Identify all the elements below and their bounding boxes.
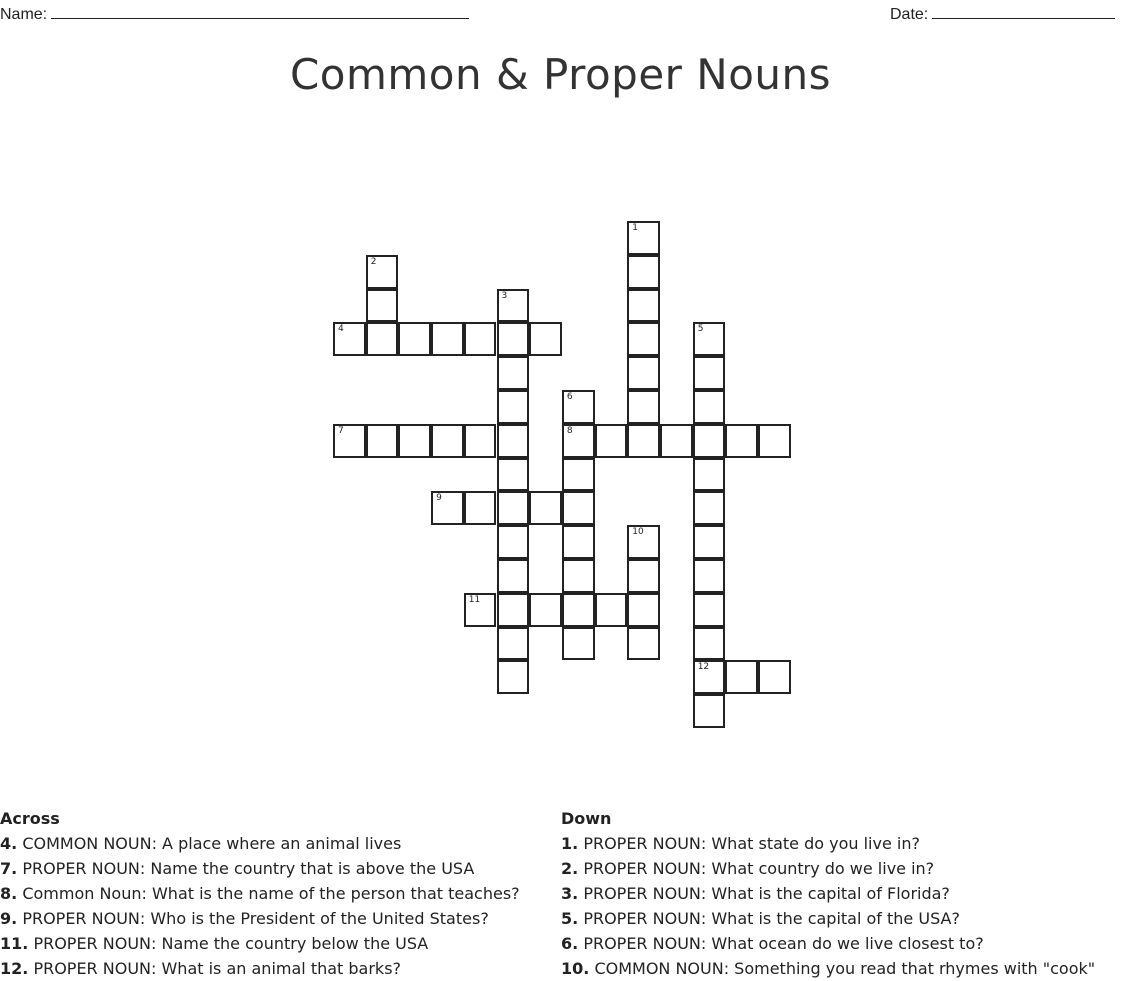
crossword-cell[interactable] bbox=[660, 424, 693, 458]
clue-list-item bbox=[0, 881, 520, 906]
crossword-cell[interactable] bbox=[497, 424, 530, 458]
crossword-cell[interactable] bbox=[497, 458, 530, 492]
clue-list-item bbox=[561, 831, 1095, 856]
crossword-cell[interactable] bbox=[464, 322, 497, 356]
page-title: Common & Proper Nouns bbox=[289, 50, 832, 99]
crossword-cell[interactable] bbox=[497, 289, 530, 323]
crossword-cell[interactable] bbox=[431, 424, 464, 458]
clue-text: COMMON NOUN: A place where an animal lives bbox=[22, 834, 402, 853]
crossword-cell[interactable] bbox=[464, 593, 497, 627]
clue-number: 6. bbox=[561, 934, 579, 953]
crossword-cell[interactable] bbox=[562, 424, 595, 458]
clue-number: 12. bbox=[0, 959, 29, 978]
clue-text: PROPER NOUN: Who is the President of the United States? bbox=[22, 909, 489, 928]
cell-number: 5 bbox=[697, 324, 704, 335]
clue-text: COMMON NOUN: Something you read that rhymes with "cook" bbox=[594, 959, 1096, 978]
cell-number: 3 bbox=[501, 290, 508, 301]
clue-list-item bbox=[561, 931, 1095, 956]
crossword-cell[interactable] bbox=[497, 356, 530, 390]
cell-number: 1 bbox=[632, 223, 639, 233]
crossword-cell[interactable] bbox=[431, 491, 464, 525]
crossword-cell[interactable] bbox=[497, 390, 530, 424]
crossword-cell[interactable] bbox=[758, 424, 791, 458]
clue-text: PROPER NOUN: What country do we live in? bbox=[583, 859, 935, 878]
crossword-cell[interactable] bbox=[627, 627, 660, 661]
clue-number: 2. bbox=[561, 859, 579, 878]
crossword-cell[interactable] bbox=[693, 322, 726, 356]
clue-list-item bbox=[0, 906, 520, 931]
crossword-cell[interactable] bbox=[333, 322, 366, 356]
date-label: Date: bbox=[890, 6, 929, 23]
crossword-cell[interactable] bbox=[562, 593, 595, 627]
crossword-cell[interactable] bbox=[562, 458, 595, 492]
cell-number: 9 bbox=[436, 493, 442, 504]
crossword-cell[interactable] bbox=[497, 559, 530, 593]
crossword-cell[interactable] bbox=[464, 491, 497, 525]
clue-text: PROPER NOUN: What is an animal that barks? bbox=[33, 959, 402, 978]
clue-number: 5. bbox=[561, 909, 579, 928]
clue-list-item bbox=[561, 856, 1095, 881]
crossword-cell[interactable] bbox=[693, 627, 726, 661]
cell-number: 4 bbox=[338, 324, 344, 335]
clue-text: PROPER NOUN: What ocean do we live closest to? bbox=[583, 934, 984, 953]
crossword-cell[interactable] bbox=[627, 424, 660, 458]
crossword-cell[interactable] bbox=[693, 356, 726, 390]
cell-number: 11 bbox=[468, 594, 481, 605]
clue-number: 1. bbox=[561, 834, 579, 853]
crossword-cell[interactable] bbox=[464, 424, 497, 458]
crossword-cell[interactable] bbox=[431, 322, 464, 356]
crossword-cell[interactable] bbox=[497, 491, 530, 525]
crossword-cell[interactable] bbox=[529, 491, 562, 525]
crossword-cell[interactable] bbox=[627, 559, 660, 593]
crossword-cell[interactable] bbox=[497, 660, 530, 694]
clue-number: 3. bbox=[561, 884, 579, 903]
crossword-cell[interactable] bbox=[398, 322, 431, 356]
clue-number: 7. bbox=[0, 859, 18, 878]
clue-number: 11. bbox=[0, 934, 29, 953]
clue-text: PROPER NOUN: What state do you live in? bbox=[583, 834, 920, 853]
name-label: Name: bbox=[0, 6, 48, 23]
crossword-cell[interactable] bbox=[595, 593, 628, 627]
crossword-cell[interactable] bbox=[693, 559, 726, 593]
crossword-cell[interactable] bbox=[627, 322, 660, 356]
crossword-cell[interactable] bbox=[627, 289, 660, 323]
crossword-cell[interactable] bbox=[627, 525, 660, 559]
crossword-cell[interactable] bbox=[627, 356, 660, 390]
crossword-cell[interactable] bbox=[693, 525, 726, 559]
clue-number: 8. bbox=[0, 884, 18, 903]
clue-list-item bbox=[0, 831, 520, 856]
crossword-cell[interactable] bbox=[627, 390, 660, 424]
clue-list-item bbox=[561, 956, 1095, 981]
crossword-cell[interactable] bbox=[627, 593, 660, 627]
crossword-cell[interactable] bbox=[562, 525, 595, 559]
crossword-cell[interactable] bbox=[627, 221, 660, 255]
crossword-cell[interactable] bbox=[693, 458, 726, 492]
clue-number: 4. bbox=[0, 834, 18, 853]
crossword-cell[interactable] bbox=[366, 255, 399, 289]
clue-text: PROPER NOUN: Name the country below the USA bbox=[33, 934, 429, 953]
clue-text: PROPER NOUN: What is the capital of the USA? bbox=[583, 909, 960, 928]
down-clues bbox=[561, 806, 1095, 981]
cell-number: 8 bbox=[566, 425, 573, 436]
crossword-cell[interactable] bbox=[725, 424, 758, 458]
crossword-cell[interactable] bbox=[333, 424, 366, 458]
clue-number: 10. bbox=[561, 959, 590, 978]
clue-list-item bbox=[561, 906, 1095, 931]
crossword-cell[interactable] bbox=[497, 322, 530, 356]
across-heading: Across bbox=[0, 809, 60, 828]
crossword-cell[interactable] bbox=[366, 289, 399, 323]
crossword-cell[interactable] bbox=[562, 559, 595, 593]
cell-number: 10 bbox=[632, 527, 644, 538]
crossword-cell[interactable] bbox=[366, 424, 399, 458]
crossword-cell[interactable] bbox=[497, 593, 530, 627]
crossword-cell[interactable] bbox=[366, 322, 399, 356]
crossword-cell[interactable] bbox=[562, 627, 595, 661]
clue-list-item bbox=[561, 881, 1095, 906]
clue-text: PROPER NOUN: Name the country that is above the USA bbox=[22, 859, 475, 878]
crossword-cell[interactable] bbox=[693, 694, 726, 728]
cell-number: 6 bbox=[566, 392, 573, 402]
crossword-cell[interactable] bbox=[529, 322, 562, 356]
crossword-cell[interactable] bbox=[627, 255, 660, 289]
clue-number: 9. bbox=[0, 909, 18, 928]
down-heading: Down bbox=[561, 809, 612, 828]
crossword-cell[interactable] bbox=[725, 660, 758, 694]
cell-number: 7 bbox=[338, 425, 344, 436]
crossword-cell[interactable] bbox=[529, 593, 562, 627]
crossword-cell[interactable] bbox=[693, 390, 726, 424]
crossword-cell[interactable] bbox=[693, 491, 726, 525]
clue-list-item bbox=[0, 956, 520, 981]
clue-list-item bbox=[0, 856, 520, 881]
crossword-cell[interactable] bbox=[497, 627, 530, 661]
cell-number: 2 bbox=[370, 256, 377, 267]
crossword-cell[interactable] bbox=[497, 525, 530, 559]
clue-list-item bbox=[0, 931, 520, 956]
crossword-cell[interactable] bbox=[562, 390, 595, 424]
cell-number: 12 bbox=[697, 662, 710, 673]
crossword-cell[interactable] bbox=[693, 424, 726, 458]
crossword-cell[interactable] bbox=[398, 424, 431, 458]
crossword-cell[interactable] bbox=[562, 491, 595, 525]
crossword-cell[interactable] bbox=[693, 593, 726, 627]
crossword-cell[interactable] bbox=[758, 660, 791, 694]
crossword-cell[interactable] bbox=[595, 424, 628, 458]
clue-text: Common Noun: What is the name of the person that teaches? bbox=[22, 884, 520, 903]
across-clues bbox=[0, 806, 520, 981]
crossword-cell[interactable] bbox=[693, 660, 726, 694]
clue-text: PROPER NOUN: What is the capital of Florida? bbox=[583, 884, 950, 903]
